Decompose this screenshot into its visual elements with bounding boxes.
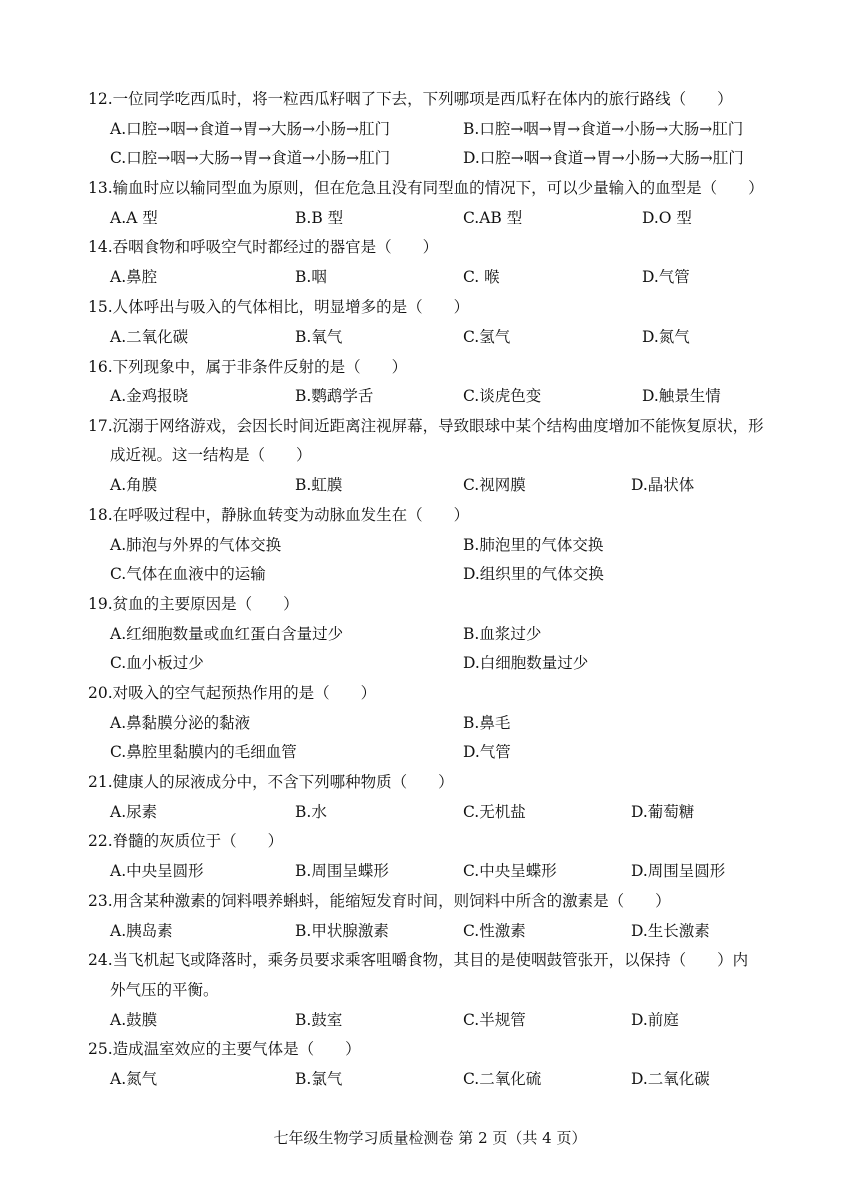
question-20-option-c: C.鼻腔里黏膜内的毛细血管 <box>110 743 297 761</box>
question-19-option-c: C.血小板过少 <box>110 654 204 672</box>
question-17-option-b: B.虹膜 <box>295 476 343 494</box>
question-15-option-b: B.氧气 <box>295 328 343 346</box>
question-13-option-a: A.A 型 <box>110 209 158 227</box>
question-19-stem: 19.贫血的主要原因是（ ） <box>88 595 299 613</box>
question-14-option-d: D.气管 <box>642 268 690 286</box>
question-20-options-row-2 <box>110 741 830 763</box>
question-24-option-d: D.前庭 <box>631 1011 679 1029</box>
question-12-options-row-2 <box>110 147 830 169</box>
question-15-stem: 15.人体呼出与吸入的气体相比，明显增多的是（ ） <box>88 298 470 316</box>
question-23-options <box>110 920 830 942</box>
question-16-option-a: A.金鸡报晓 <box>110 387 189 405</box>
question-18-option-a: A.肺泡与外界的气体交换 <box>110 536 282 554</box>
question-24-option-c: C.半规管 <box>463 1011 526 1029</box>
question-20-option-b: B.鼻毛 <box>463 714 511 732</box>
question-14-option-c: C. 喉 <box>463 268 500 286</box>
question-16-stem: 16.下列现象中，属于非条件反射的是（ ） <box>88 358 408 376</box>
question-18-option-b: B.肺泡里的气体交换 <box>463 536 604 554</box>
question-17-option-c: C.视网膜 <box>463 476 526 494</box>
question-19-options-row-1 <box>110 623 830 645</box>
question-16-options <box>110 385 830 407</box>
question-22-option-a: A.中央呈圆形 <box>110 862 204 880</box>
question-21-options <box>110 801 830 823</box>
question-13-stem: 13.输血时应以输同型血为原则，但在危急且没有同型血的情况下，可以少量输入的血型是（ ） <box>88 179 764 197</box>
question-14-option-a: A.鼻腔 <box>110 268 158 286</box>
question-23-stem: 23.用含某种激素的饲料喂养蝌蚪，能缩短发育时间，则饲料中所含的激素是（ ） <box>88 892 671 910</box>
question-13-option-c: C.AB 型 <box>463 209 523 227</box>
question-17-option-a: A.角膜 <box>110 476 158 494</box>
question-12-options-row-1 <box>110 118 830 140</box>
question-22-option-c: C.中央呈蝶形 <box>463 862 557 880</box>
question-17-stem-continued: 成近视。这一结构是（ ） <box>110 446 312 464</box>
question-19-option-d: D.白细胞数量过少 <box>463 654 589 672</box>
question-21-option-a: A.尿素 <box>110 803 158 821</box>
question-17-option-d: D.晶状体 <box>631 476 695 494</box>
question-14-stem: 14.吞咽食物和呼吸空气时都经过的器官是（ ） <box>88 238 439 256</box>
question-16-option-d: D.触景生情 <box>642 387 721 405</box>
question-21-stem: 21.健康人的尿液成分中，不含下列哪种物质（ ） <box>88 773 454 791</box>
question-12-stem: 12.一位同学吃西瓜时，将一粒西瓜籽咽了下去，下列哪项是西瓜籽在体内的旅行路线（ ） <box>88 90 733 108</box>
question-18-options-row-1 <box>110 534 830 556</box>
question-25-option-a: A.氮气 <box>110 1070 158 1088</box>
question-15-options <box>110 326 830 348</box>
question-18-option-d: D.组织里的气体交换 <box>463 565 604 583</box>
question-18-option-c: C.气体在血液中的运输 <box>110 565 266 583</box>
question-16-option-b: B.鹦鹉学舌 <box>295 387 374 405</box>
question-14-option-b: B.咽 <box>295 268 327 286</box>
question-23-option-a: A.胰岛素 <box>110 922 173 940</box>
question-25-option-b: B.氯气 <box>295 1070 343 1088</box>
question-25-option-d: D.二氧化碳 <box>631 1070 710 1088</box>
question-17-options <box>110 474 830 496</box>
question-24-options <box>110 1009 830 1031</box>
question-16-option-c: C.谈虎色变 <box>463 387 542 405</box>
question-19-option-b: B.血浆过少 <box>463 625 542 643</box>
question-23-option-c: C.性激素 <box>463 922 526 940</box>
question-25-option-c: C.二氧化硫 <box>463 1070 542 1088</box>
question-12-option-a: A.口腔→咽→食道→胃→大肠→小肠→肛门 <box>110 120 391 138</box>
question-17-stem: 17.沉溺于网络游戏，会因长时间近距离注视屏幕，导致眼球中某个结构曲度增加不能恢复原状，形 <box>88 417 764 435</box>
question-12-option-d: D.口腔→咽→食道→胃→小肠→大肠→肛门 <box>463 149 744 167</box>
question-24-option-a: A.鼓膜 <box>110 1011 158 1029</box>
question-23-option-b: B.甲状腺激素 <box>295 922 389 940</box>
question-13-option-b: B.B 型 <box>295 209 344 227</box>
question-12-option-c: C.口腔→咽→大肠→胃→食道→小肠→肛门 <box>110 149 391 167</box>
question-22-options <box>110 860 830 882</box>
question-20-option-a: A.鼻黏膜分泌的黏液 <box>110 714 251 732</box>
question-23-option-d: D.生长激素 <box>631 922 710 940</box>
question-22-stem: 22.脊髓的灰质位于（ ） <box>88 832 284 850</box>
question-15-option-c: C.氢气 <box>463 328 511 346</box>
question-22-option-b: B.周围呈蝶形 <box>295 862 389 880</box>
question-24-option-b: B.鼓室 <box>295 1011 343 1029</box>
question-24-stem-continued: 外气压的平衡。 <box>110 981 219 999</box>
question-12-option-b: B.口腔→咽→胃→食道→小肠→大肠→肛门 <box>463 120 744 138</box>
question-15-option-a: A.二氧化碳 <box>110 328 189 346</box>
question-20-stem: 20.对吸入的空气起预热作用的是（ ） <box>88 684 377 702</box>
question-14-options <box>110 266 830 288</box>
question-20-option-d: D.气管 <box>463 743 511 761</box>
question-21-option-c: C.无机盐 <box>463 803 526 821</box>
question-21-option-d: D.葡萄糖 <box>631 803 695 821</box>
question-22-option-d: D.周围呈圆形 <box>631 862 726 880</box>
question-21-option-b: B.水 <box>295 803 327 821</box>
question-18-stem: 18.在呼吸过程中，静脉血转变为动脉血发生在（ ） <box>88 506 470 524</box>
page-footer: 七年级生物学习质量检测卷 第 2 页（共 4 页） <box>273 1129 587 1147</box>
question-25-stem: 25.造成温室效应的主要气体是（ ） <box>88 1040 361 1058</box>
question-13-option-d: D.O 型 <box>642 209 692 227</box>
question-20-options-row-1 <box>110 712 830 734</box>
question-19-option-a: A.红细胞数量或血红蛋白含量过少 <box>110 625 344 643</box>
question-15-option-d: D.氮气 <box>642 328 690 346</box>
question-19-options-row-2 <box>110 652 830 674</box>
question-18-options-row-2 <box>110 563 830 585</box>
question-13-options <box>110 207 830 229</box>
question-24-stem: 24.当飞机起飞或降落时，乘务员要求乘客咀嚼食物，其目的是使咽鼓管张开，以保持（ ）内 <box>88 951 749 969</box>
question-25-options <box>110 1068 830 1090</box>
